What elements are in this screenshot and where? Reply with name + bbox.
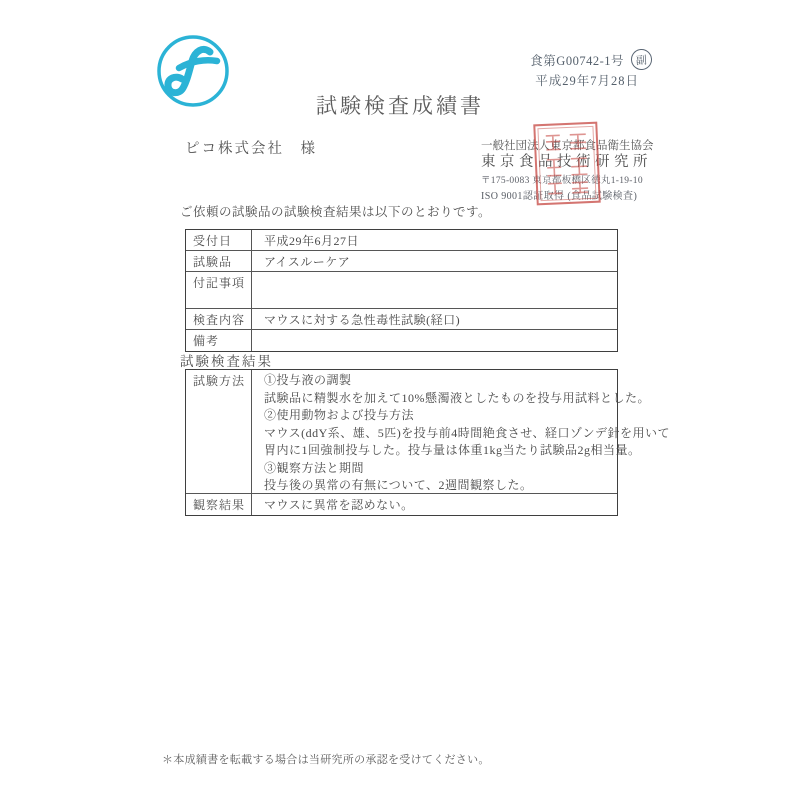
method-line: ②使用動物および投与方法 [264,408,415,422]
observation-result-value: マウスに異常を認めない。 [264,498,414,512]
row-label: 備考 [186,330,252,351]
table-row-remarks [186,330,617,351]
row-label: 試験品 [186,251,252,271]
row-value: 平成29年6月27日 [264,234,360,248]
test-method-text [252,370,674,493]
intro-sentence: ご依頼の試験品の試験検査結果は以下のとおりです。 [180,205,492,219]
row-label: 検査内容 [186,309,252,329]
issuer-address: 〒175-0083 東京都板橋区徳丸1-19-10 [481,176,643,186]
footer-note: ＊本成績書を転載する場合は当研究所の承認を受けてください。 [162,754,490,766]
method-line: 胃内に1回強制投与した。投与量は体重1kg当たり試験品2g相当量。 [264,443,641,457]
page-title: 試験検査成績書 [316,94,484,118]
row-value [252,272,617,308]
table-row-test-method [186,370,670,494]
method-line: ③観察方法と期間 [264,460,365,475]
results-section-heading: 試験検査結果 [180,354,273,369]
row-value: マウスに対する急性毒性試験(経口) [264,313,461,327]
results-table [185,369,670,516]
document-number: 食第G00742-1号 [530,53,624,68]
method-line: 投与後の異常の有無について、2週間観察した。 [264,478,533,492]
issuer-name: 東京食品技術研究所 [481,154,652,170]
method-line: 試験品に精製水を加えて10%懸濁液としたものを投与用試料とした。 [264,390,650,405]
row-label: 試験方法 [186,370,252,493]
row-label: 観察結果 [186,494,252,515]
row-value [252,330,617,351]
document-number-row [530,49,652,70]
method-line: マウス(ddY系、雄、5匹)を投与前4時間絶食させ、経口ゾンデ針を用いて [264,425,670,440]
addressee: ピコ株式会社 様 [185,141,317,157]
table-row-reception-date [186,230,617,251]
method-line: ①投与液の調製 [264,373,352,387]
issuer-certification: ISO 9001認証取得 (食品試験検査) [481,191,638,202]
row-label: 受付日 [186,230,252,250]
issue-date: 平成29年7月28日 [535,74,639,88]
copy-mark-badge: 副 [630,48,652,70]
issuer-organization: 一般社団法人東京都食品衛生協会 [481,140,654,152]
table-row-observation-result [186,494,617,515]
sample-info-table [185,229,618,352]
table-row-test-item [186,251,617,272]
table-row-inspection-content [186,309,617,330]
row-label: 付記事項 [186,272,252,308]
row-value: アイスルーケア [264,255,351,269]
table-row-notes [186,272,617,309]
